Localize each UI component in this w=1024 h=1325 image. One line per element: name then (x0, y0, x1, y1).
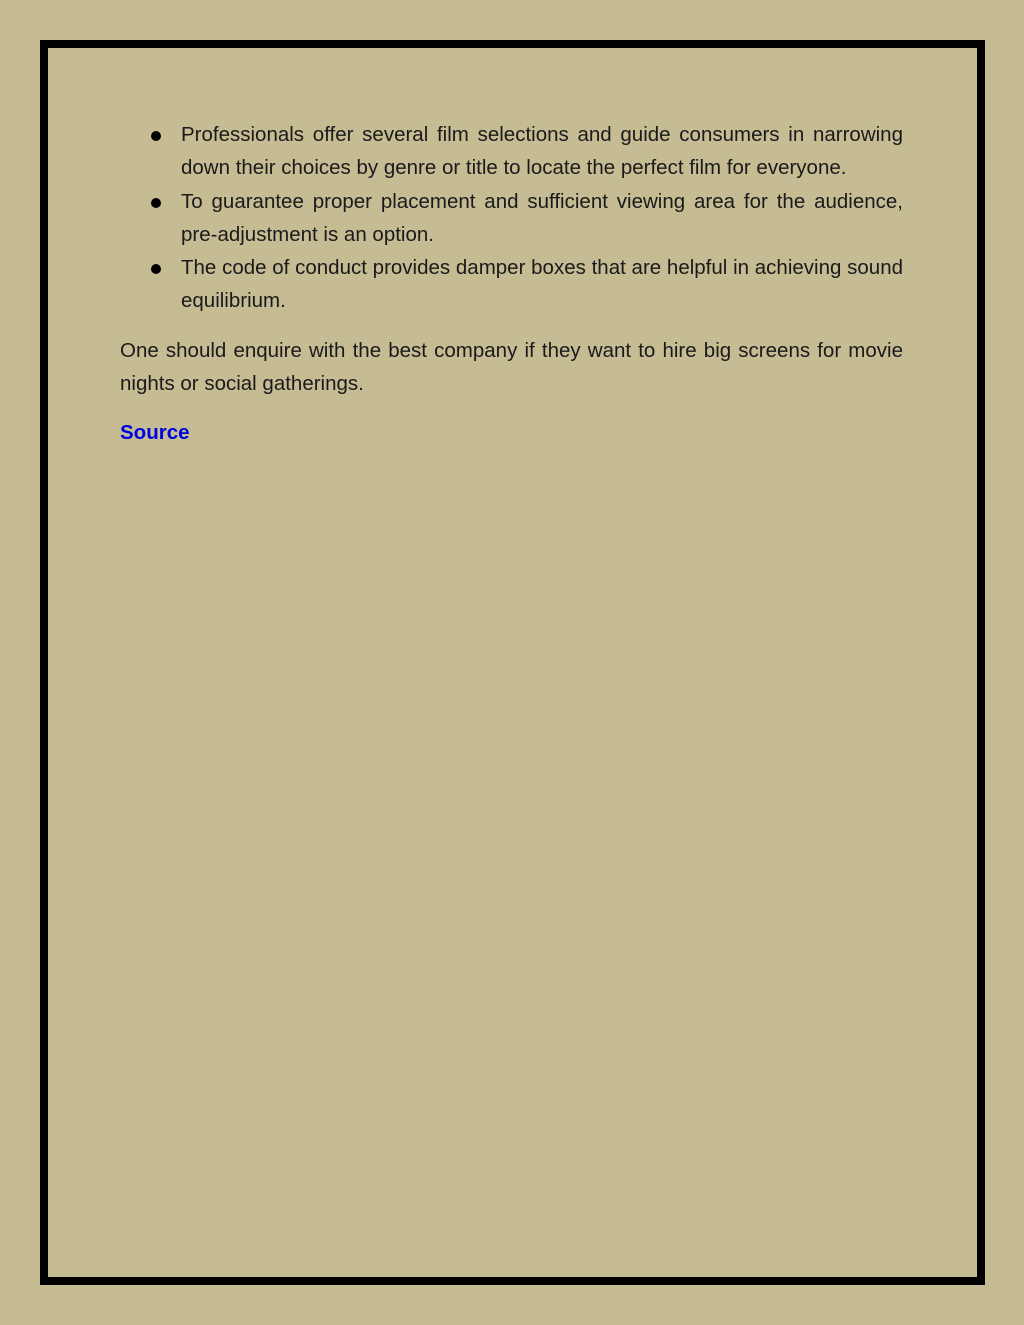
body-paragraph: One should enquire with the best company if they want to hire big screens for movie nights or social gatherings. (120, 338, 903, 396)
list-item-text: Professionals offer several film selections and guide consumers in narrowing down their choices by genre or title to locate the perfect film for everyone. (181, 123, 903, 180)
bullet-list (120, 118, 903, 318)
source-link[interactable]: Source (120, 421, 190, 445)
list-item-text: The code of conduct provides damper boxes that are helpful in achieving sound equilibrium. (181, 256, 903, 313)
list-item (120, 118, 903, 185)
list-item (120, 251, 903, 318)
bullet-icon (151, 131, 161, 141)
list-item (120, 185, 903, 252)
bullet-icon (151, 264, 161, 274)
bullet-icon (151, 198, 161, 208)
list-item-text: To guarantee proper placement and sufficient viewing area for the audience, pre-adjustment is an option. (181, 189, 903, 246)
document-content (120, 118, 903, 450)
